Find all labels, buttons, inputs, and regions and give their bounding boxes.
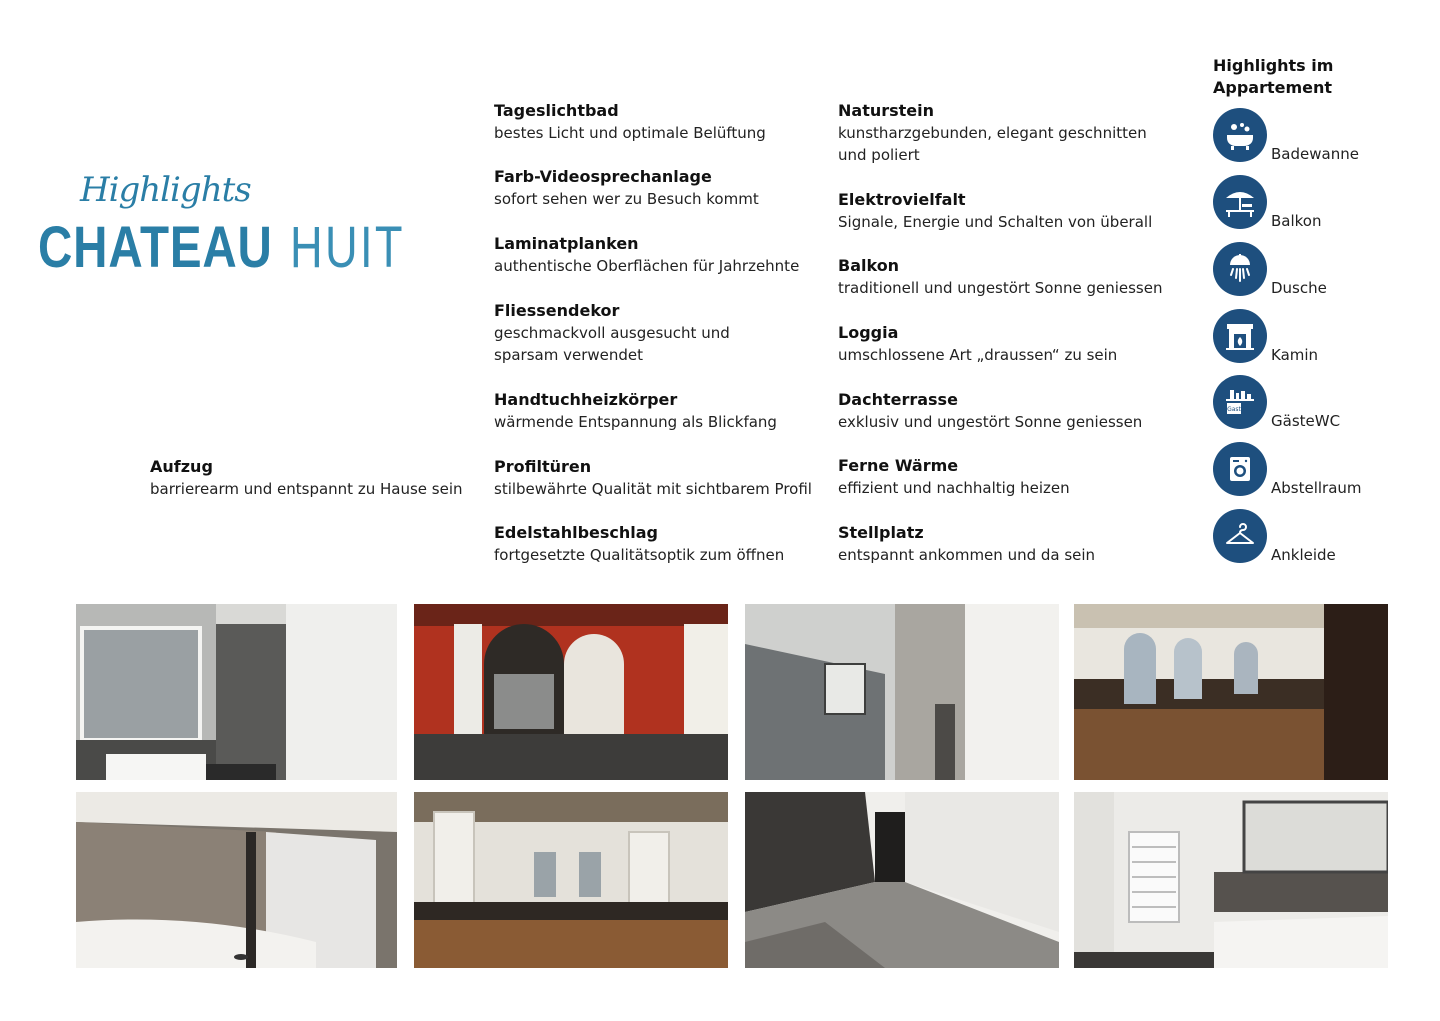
shower-icon [1213,242,1267,296]
photo-hall-parquet [1074,604,1388,780]
logo-wordmark-thin: HUIT [290,215,405,280]
feature-desc: authentische Oberflächen für Jahrzehnte [494,257,800,275]
highlight-item-dusche [1213,242,1413,298]
feature-profiltueren [494,456,812,500]
feature-title: Laminatplanken [494,234,639,253]
feature-stellplatz [838,522,1095,566]
highlight-label: GästeWC [1271,412,1341,430]
feature-tageslichtbad [494,100,766,144]
feature-elektrovielfalt [838,189,1152,233]
feature-desc-line2: und poliert [838,146,920,164]
feature-title: Elektrovielfalt [838,190,966,209]
feature-title: Fliessendekor [494,301,620,320]
feature-title: Profiltüren [494,457,592,476]
highlights-title-line1: Highlights im [1213,56,1334,75]
highlight-item-gaestewc [1213,375,1413,431]
feature-title: Loggia [838,323,899,342]
photo-mirror-reflection [745,604,1059,780]
feature-naturstein [838,100,1147,166]
feature-edelstahlbeschlag [494,522,784,566]
highlight-label: Abstellraum [1271,479,1362,497]
highlight-item-balkon [1213,175,1413,231]
hanger-icon [1213,509,1267,563]
feature-desc: wärmende Entspannung als Blickfang [494,413,777,431]
fireplace-icon [1213,309,1267,363]
highlight-item-kamin [1213,309,1413,365]
highlight-label: Kamin [1271,346,1319,364]
feature-desc: effizient und nachhaltig heizen [838,479,1070,497]
guest-wc-icon [1213,375,1267,429]
feature-fliessendekor [494,300,730,366]
logo [38,170,418,280]
highlight-label: Dusche [1271,279,1327,297]
highlight-item-ankleide [1213,509,1413,565]
feature-desc: traditionell und ungestört Sonne geniessen [838,279,1163,297]
feature-desc: umschlossene Art „draussen“ zu sein [838,346,1118,364]
highlight-item-badewanne [1213,108,1413,164]
feature-aufzug [150,456,463,500]
feature-title: Ferne Wärme [838,456,959,475]
feature-loggia [838,322,1117,366]
feature-desc: entspannt ankommen und da sein [838,546,1096,564]
feature-title: Farb-Videosprechanlage [494,167,712,186]
feature-balkon [838,255,1162,299]
feature-title: Dachterrasse [838,390,958,409]
highlight-label: Badewanne [1271,145,1359,163]
feature-title: Handtuchheizkörper [494,390,678,409]
feature-desc: exklusiv und ungestört Sonne geniessen [838,413,1143,431]
photo-bathroom-sink [76,792,397,968]
feature-ferne-waerme [838,455,1070,499]
feature-title: Aufzug [150,457,213,476]
logo-script-text: Highlights [80,170,251,210]
highlights-title [1213,55,1333,99]
highlight-item-abstellraum [1213,442,1413,498]
feature-desc-line2: sparsam verwendet [494,346,643,364]
highlight-label: Ankleide [1271,546,1336,564]
bathtub-icon [1213,108,1267,162]
feature-desc: sofort sehen wer zu Besuch kommt [494,190,759,208]
feature-title: Edelstahlbeschlag [494,523,658,542]
feature-title: Balkon [838,256,900,275]
balcony-icon [1213,175,1267,229]
feature-dachterrasse [838,389,1142,433]
feature-desc: Signale, Energie und Schalten von überall [838,213,1153,231]
feature-title: Stellplatz [838,523,924,542]
guest-wc-icon-text: Gast [1227,406,1241,413]
feature-desc: barrierearm und entspannt zu Hause sein [150,480,463,498]
photo-room-doors [414,792,728,968]
storage-room-icon [1213,442,1267,496]
feature-desc: bestes Licht und optimale Belüftung [494,124,766,142]
logo-wordmark [38,214,405,281]
feature-farb-videosprechanlage [494,166,759,210]
highlights-title-line2: Appartement [1213,78,1333,97]
feature-desc: fortgesetzte Qualitätsoptik zum öffnen [494,546,785,564]
logo-wordmark-bold: CHATEAU [38,215,273,280]
highlight-label: Balkon [1271,212,1322,230]
feature-desc-line1: kunstharzgebunden, elegant geschnitten [838,124,1147,142]
feature-desc: stilbewährte Qualität mit sichtbarem Profil [494,480,812,498]
photo-bathroom-radiator [1074,792,1388,968]
photo-bathroom-mirror [76,604,397,780]
feature-title: Tageslichtbad [494,101,619,120]
photo-corridor [745,792,1059,968]
photo-loggia-red [414,604,728,780]
feature-laminatplanken [494,233,799,277]
feature-title: Naturstein [838,101,935,120]
feature-handtuchheizkoerper [494,389,777,433]
feature-desc-line1: geschmackvoll ausgesucht und [494,324,730,342]
